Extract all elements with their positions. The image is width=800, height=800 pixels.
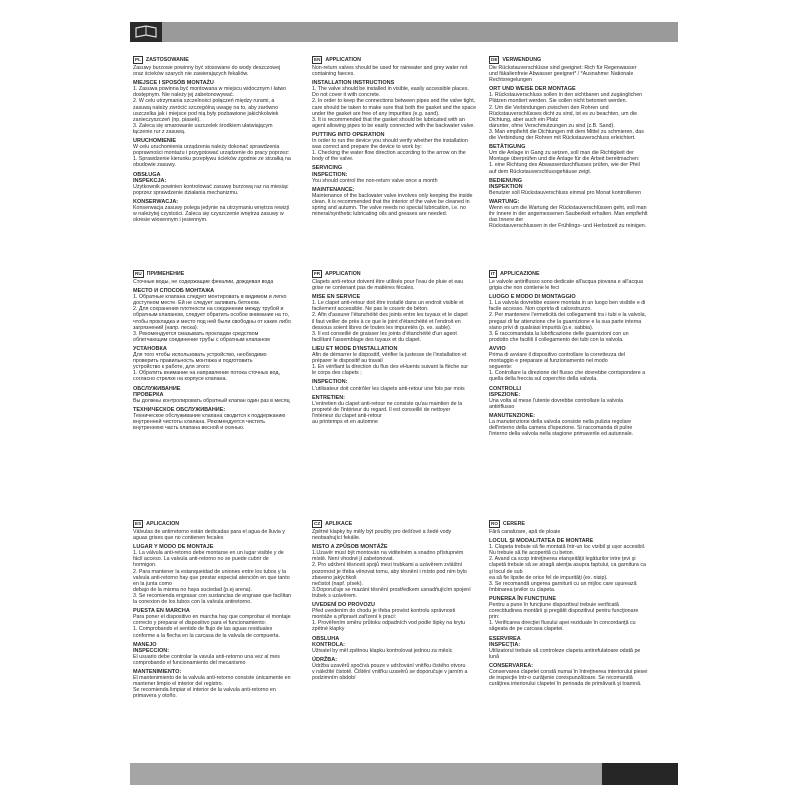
text-line: La manutenzione della valvola consiste nella pulizia regolare: [489, 418, 632, 425]
language-badge: PL: [135, 57, 141, 62]
text-line: containing faeces.: [312, 71, 355, 78]
text-line: 1. Controllare la direzione del flusso che dovrebbe corrispondere a: [489, 370, 646, 377]
text-line: l'interno della valvola nella stagione primaverile ed autunnale.: [489, 431, 634, 438]
subheading: CONSERVAREA:: [489, 662, 534, 669]
text-line: Údržba uzavěrů spočívá pouze v udržování vnitřku čistého otvoru: [312, 662, 466, 669]
text-line: Dichtung, aber auch ein Platz: [489, 116, 559, 123]
text-line: zpětné klapky: [312, 626, 345, 633]
section-header: [489, 270, 669, 278]
text-line: Для того чтобы использовать устройство, необходимо: [133, 352, 267, 359]
text-line: Техническое обслуживание клапана сводится к поддержанию: [133, 412, 286, 419]
text-line: Maintenance of the backwater valve involves only keeping the inside: [312, 192, 473, 199]
section-it: [489, 270, 669, 470]
text-line: El usuario debe controlar la vavula anti-retorno una vez al mes: [133, 653, 280, 660]
footer-dark-block: [602, 763, 678, 785]
section-pl: [133, 56, 293, 266]
text-line: 3. Il est conseillé de graisser les joints d'étanchéité d'un agent: [312, 330, 457, 337]
text-line: das Innere der: [489, 217, 524, 224]
text-line: Afin de démarrer le dispositif, vérifier la justesse de l'installation et: [312, 352, 467, 359]
subheading: УСТАНОВКА: [133, 345, 167, 352]
top-header-bar: [130, 22, 678, 42]
text-line: pozornost je třeba věnovat tomu, aby těsnění i místo pod ním bylo: [312, 568, 467, 575]
text-line: grigia che non contiene le feci: [489, 285, 560, 292]
text-line: согласно стрелке на корпусе клапана.: [133, 376, 227, 383]
text-line: săgeata de pe carcasa clapetei.: [489, 626, 564, 633]
text-line: Nu trebuie să fie acoperită cu beton.: [489, 550, 575, 557]
text-line: ea să fie lipsite de orice fel de impurităţi (ex. nisip).: [489, 574, 608, 581]
text-line: correcto y preparar el dispositivo para el funcionamiento:: [133, 620, 267, 627]
text-line: You should control the non-return valve once a month: [312, 177, 438, 184]
text-line: poprawności montażu i przygotować urządzenie do pracy poprzez:: [133, 150, 290, 157]
text-line: загрязнений (напр. песка).: [133, 324, 199, 331]
subheading: ISPEZIONE:: [489, 391, 521, 398]
subheading: WARTUNG:: [489, 198, 520, 205]
text-line: 1. Clapeta trebuie să fie montată într-un loc vizibil şi ușor accesibil.: [489, 544, 646, 551]
text-line: clapetă trebuie să se atragă atenţia asupra faptului, ca garnitura ca: [489, 562, 646, 569]
book-icon: [134, 25, 158, 39]
section-header: [133, 270, 303, 278]
text-line: Do not cover it with concrete.: [312, 92, 381, 99]
text-line: dell'interno della camera d'ispezione. Si raccomanda di pulire: [489, 425, 633, 432]
text-line: facile accesso. Non coprirla di calcestruzzo.: [489, 306, 592, 313]
text-line: care should be taken to make sure that both the gasket and the space: [312, 104, 477, 111]
text-line: Zpětné klapky by měly být použity pro dešťové a šedé vody: [312, 529, 452, 535]
text-line: antiriflusso: [489, 403, 515, 410]
text-line: 2. Avand ca scop intreţinerea etanşeităţii legăturilor intre ţevi şi: [489, 556, 636, 563]
text-line: внутреннюю часть клапана весной и осенью.: [133, 425, 245, 432]
subheading: MISE EN SERVICE: [312, 294, 361, 301]
text-line: und fäkalienfreie Abwasser geeignet* / *Ausnahme: Nationale: [489, 71, 634, 78]
text-line: mineral/synthetic lubricating oils and greases are needed.: [312, 211, 448, 218]
language-badge: DE: [491, 57, 498, 62]
subheading: KONSERWACJA:: [133, 198, 179, 205]
section-fr: [312, 270, 490, 470]
text-line: łączenie rur z zasuwą.: [133, 128, 186, 135]
subheading: PUESTA EN MARCHA: [133, 608, 190, 615]
text-line: Pentru a pune în funcţiune dispozitivul trebuie verificată: [489, 602, 619, 609]
section-header: [489, 520, 669, 528]
text-line: clean. It is recommended that the interior of the valve be cleaned in: [312, 198, 470, 205]
subheading: ÚDRŽBA:: [312, 656, 338, 663]
text-line: Użytkownik powinien kontrolować zasuwę burzową raz na miesiąc: [133, 183, 289, 190]
text-line: en la junta como: [133, 580, 172, 587]
text-line: curăţirea interiorului clapetei în perioada de primăvară şi toamnă.: [489, 681, 642, 688]
section-title: CERERE: [502, 520, 525, 527]
text-line: hormigon.: [133, 562, 157, 569]
section-title: ПРИМЕНЕНИЕ: [146, 270, 185, 277]
text-line: il faut veiller de près à ce que le joint d'étanchéité et l'endroit en: [312, 318, 461, 325]
text-line: 2. W celu utrzymania szczelności połączeń między rurami, a: [133, 98, 275, 105]
section-cz: [312, 520, 490, 750]
text-line: In order to run the device you should verify whether the installation: [312, 138, 468, 145]
subheading: MIEJSCE I SPOSÓB MONTAŻU: [133, 80, 214, 87]
text-line: Para poner el dispositivo en marcha hay que comprobar el montaje: [133, 614, 291, 621]
subheading: INSPECTION:: [312, 171, 348, 178]
text-line: au printemps et en automne: [312, 418, 378, 425]
text-line: prodotto che faciliti il collegamento dei tubi con la valvola.: [489, 336, 624, 343]
text-line: comprobando el funcionamiento del mecanismo: [133, 659, 246, 666]
subheading: LOCUL ŞI MODALITATEA DE MONTARE: [489, 538, 594, 545]
subheading: МЕСТО И СПОСОБ МОНТАЖА: [133, 288, 215, 295]
text-line: siano privi di qualsiasi impurità (p.e. sabbia).: [489, 324, 594, 331]
text-line: внутренней чистоты клапана. Рекомендуется чистить: [133, 418, 266, 425]
text-line: body of the valve.: [312, 156, 354, 163]
text-line: Zasuwy burzowe powinny być stosowane do wody deszczowej: [133, 65, 281, 71]
subheading: AVVIO: [489, 345, 506, 352]
subheading: INSPEKTION: [489, 183, 523, 190]
language-badge: RU: [135, 271, 142, 276]
text-line: grise ne contenant pas de matières fécales.: [312, 285, 415, 292]
section-ro: [489, 520, 669, 730]
section-header: [133, 520, 303, 528]
text-line: 2. In order to keep the connections between pipes and the valve tight,: [312, 98, 476, 105]
subheading: INSPEKCJA:: [133, 177, 167, 184]
section-header: [312, 520, 490, 528]
section-header: [133, 56, 293, 64]
text-line: Benutzer soll Rückstauverschluss einmal pro Monat kontrollieren: [489, 189, 641, 196]
text-line: oraz ścieków szarych nie zawierających fekaliów.: [133, 71, 249, 78]
subheading: OBSLUHA: [312, 635, 340, 642]
text-line: le corps des clapets ;: [312, 370, 362, 377]
subheading: URUCHOMIENIE: [133, 138, 177, 145]
subheading: KONTROLA:: [312, 641, 345, 648]
text-line: 1. Обратить внимание на направление потока сточных вод,: [133, 370, 280, 377]
text-line: Una volta al mese l'utente dovrebbe controllare la valvola: [489, 397, 624, 404]
text-line: dessous soient libres de toutes les impuretés (p. ex. sable).: [312, 324, 452, 331]
section-title: APPLICATION: [325, 56, 361, 63]
text-line: 1. Zasuwa powinna być montowana w miejscu widocznym i łatwo: [133, 86, 287, 93]
text-line: 2. Afin d'assurer l'étanchéité des joints entre les tuyaux et le clapet: [312, 312, 468, 319]
text-line: Utilizatorul trebuie să controleze clapeta antirefulatoare odată pe: [489, 647, 641, 654]
text-line: Se recomienda limpiar el interior de la valvula anti-retorno en: [133, 687, 276, 694]
text-line: 1. Le clapet anti-retour doit être installé dans un endroit visible et: [312, 300, 464, 307]
text-line: W celu uruchomienia urządzenia należy dokonać sprawdzenia: [133, 144, 280, 151]
text-line: 1. Sprawdzenie kierunku przepływu ścieków zgodnie ze strzałką na: [133, 156, 291, 163]
text-line: Rückstauverschlüsses dicht zu sind, ist es zu beachten, um die: [489, 110, 638, 117]
text-line: L'entretien du clapet anti-retour ne consiste qu'au maintien de la: [312, 400, 463, 407]
text-line: primavera y otoño.: [133, 693, 177, 700]
subheading: INSTALLATION INSTRUCTIONS: [312, 80, 395, 87]
subheading: UVEDENÍ DO PROVOZU: [312, 602, 375, 609]
text-line: was correct and prepare the device to work by:: [312, 144, 422, 151]
text-line: propreté de l'intérieur du regard. Il est conseillé de nettoyer: [312, 406, 451, 413]
text-line: Rechtsregelungen: [489, 77, 532, 84]
text-line: Konserwacja zasuwy polega jedynie na utrzymaniu wnętrza rewizji: [133, 204, 290, 211]
subheading: OBSŁUGA: [133, 171, 161, 178]
text-line: darunter, ohne Verschmutzungen zu sind (z.B. Sand).: [489, 122, 615, 129]
text-line: устройство к работе, для этого:: [133, 364, 211, 371]
text-line: podzimním období: [312, 675, 356, 682]
text-line: Rückstauverschlussen in der Frühlings- und Herbstzeit zu reinigen.: [489, 223, 647, 230]
text-line: Conservarea clapetei constă numai în întreţinerea interiorului piesei: [489, 668, 648, 675]
language-badge: RO: [491, 521, 498, 526]
text-line: Clapets anti-retour doivent être utilisés pour l'eau de pluie et eau: [312, 279, 464, 285]
text-line: El mantenimiento de la valvula anti-retorno consiste únicamente en: [133, 675, 291, 682]
subheading: ESERVIREA: [489, 635, 521, 642]
text-line: uszczelka jak i miejsce pod nią były pozbawione jakichkolwiek: [133, 110, 279, 117]
text-line: şi locul de sub: [489, 568, 523, 575]
text-line: die Verbindung der Rohren mit Rückstauverschluss erleichtert.: [489, 135, 636, 142]
text-line: l'intérieur du clapet anti-retour: [312, 412, 382, 419]
text-line: 2. Для сохранения плотности на соединении между трубой и: [133, 306, 284, 313]
text-line: auf dem Rückstauverschlussgehäuse zeigt.: [489, 168, 592, 175]
text-line: under the gasket are free of any impurities (e.g. sand).: [312, 110, 440, 117]
subheading: LUOGO E MODO DI MONTAGGIO: [489, 294, 576, 301]
text-line: 3. È raccomandata la lubrificazione delle guarnizioni con un: [489, 330, 629, 337]
subheading: ORT UND WEISE DER MONTAGE: [489, 86, 576, 93]
text-line: pregasi di far attenzione che la guarnizione e la sua parte interna: [489, 318, 642, 325]
text-line: zbaveno jakýchkoli: [312, 574, 357, 581]
text-line: ihr Innere in der angemessenen Sauberkeit erhalten. Man empfiehlt: [489, 211, 648, 218]
section-title: APLIKACE: [325, 520, 353, 527]
text-line: obudowie zasuwy.: [133, 162, 176, 169]
text-line: 1.Uzavěr musí být montován na viditelném a snadno přístupném: [312, 550, 464, 557]
text-line: préparer le dispositif au travail: [312, 358, 383, 365]
section-title: APLICACION: [146, 520, 180, 527]
text-line: trubek s uzávěrem.: [312, 592, 358, 599]
section-title: VERWENDUNG: [502, 56, 542, 63]
text-line: místě. Není vhodné jí zabetonovat.: [312, 556, 394, 563]
text-line: 1. Rückstauverschluss sollen in den sichtbaren und zugänglichen: [489, 92, 643, 99]
section-es: [133, 520, 303, 745]
text-line: dostępnym. Nie należy jej zabetonowywać.: [133, 92, 234, 99]
text-line: облегчающим соединение трубы с обратным клапаном: [133, 336, 270, 343]
subheading: ОБСЛУЖИВАНИЕ: [133, 385, 181, 392]
text-line: 3. Man empfiehlt die Dichtungen mit dem Mittel zu schmieren, das: [489, 128, 644, 135]
text-line: 1. Comprobando el sentido de flujo de las aguas residuales: [133, 626, 273, 633]
text-line: Před uvedením do chodu je třeba provést kontrolu správnosti: [312, 608, 456, 615]
subheading: INSPECTION:: [312, 379, 348, 386]
subheading: BEDIENUNG: [489, 177, 523, 184]
text-line: Сточные воды, не содержащие фекалии, дождевая вода: [133, 279, 274, 285]
text-line: Wenn es um die Wartung der Rückstauverschlüssen geht, soll man: [489, 204, 647, 211]
section-title: APPLICATION: [325, 270, 361, 277]
text-line: L'utilisateur doit contrôler les clapets anti-retour une fois par mois: [312, 385, 465, 392]
subheading: CONTROLLI: [489, 385, 522, 392]
subheading: LUGAR Y MODO DE MONTAJE: [133, 544, 214, 551]
text-line: 1. La válvula anti-retorno debe montarse en un lugar visible y de: [133, 550, 284, 557]
subheading: PUNEREA ÎN FUNCŢIUNE: [489, 595, 557, 602]
text-line: montáže a připravit zařízení k prací:: [312, 614, 397, 621]
text-line: Plätzen montiert werden. Sie sollen nicht betoniert werden.: [489, 98, 628, 105]
section-header: [312, 270, 490, 278]
text-line: 3. It is recommended that the gasket should be lubricated with an: [312, 116, 465, 123]
text-line: 1. Prověřením směru průtoku odpadních vod podle šipky na krytu: [312, 620, 466, 627]
text-line: Fără canalizare, apă de ploaie: [489, 529, 561, 535]
text-line: Die Rückstauverschlüsse sind geeignet: Rich für Regenwasser: [489, 65, 637, 71]
text-line: Válvulas de antirretorno están dedicadas para el agua de lluvia y: [133, 529, 285, 535]
text-line: okresie wiosennym i jesiennym.: [133, 217, 208, 224]
text-line: montaggio e preparare al funzionamento nel modo: [489, 358, 608, 365]
language-badge: CZ: [314, 521, 321, 526]
text-line: доступном месте. Ей не следует заливать бетоном.: [133, 300, 261, 307]
text-line: la conexion de los tubos con la valvula antiretorno.: [133, 599, 252, 606]
text-line: 2. Para mantener la estanqueidad de uniones entre los tubos y la: [133, 568, 287, 575]
text-line: fácil acceso. La valvula anti-retorno no se puede cubrir de: [133, 556, 269, 563]
language-badge: ES: [135, 521, 142, 526]
text-line: spring and autumn. The valve needs no special lubrication, i.e. no: [312, 204, 466, 211]
language-badge: EN: [314, 57, 321, 62]
text-line: nečistot (např. písek).: [312, 580, 363, 587]
section-title: ZASTOSOWANIE: [145, 56, 189, 63]
text-line: v náležité čistotě. Čištění vnitřku uzavěrů se doporučuje v jarním a: [312, 668, 468, 675]
text-line: 2. Um die Verbindungen zwischen den Rohren und: [489, 104, 609, 111]
language-badge: FR: [314, 271, 321, 276]
subheading: MAINTENANCE:: [312, 186, 355, 193]
text-line: 3. Se recomandă ungerea garniturii cu un mijloc care uşurează: [489, 580, 637, 587]
text-line: zanieczyszczeń (np. piasek).: [133, 116, 201, 123]
section-ru: [133, 270, 303, 455]
text-line: mantener limpio el interior del registro.: [133, 681, 224, 688]
text-line: îmbinarea ţevilor cu clapeta.: [489, 586, 556, 593]
subheading: BETÄTIGUNG: [489, 144, 526, 151]
text-line: lună: [489, 653, 500, 660]
text-line: Prima di avviare il dispositivo controllare la correttezza del: [489, 352, 626, 359]
subheading: ENTRETIEN:: [312, 394, 345, 401]
text-line: facilement accessible. Ne pas le couvrir de béton.: [312, 306, 429, 313]
text-line: Um die Anlage in Gang zu setzen, soll man die Richtigkeit der: [489, 150, 634, 157]
text-line: Montage überprüfen und die Anlage für die Arbeit bereitmachen:: [489, 156, 640, 163]
section-header: [312, 56, 490, 64]
text-line: 1. Обратные клапана следует монтировать в видимом и легко: [133, 294, 287, 301]
section-title: APPLICAZIONE: [500, 270, 540, 277]
text-line: 3. Zaleca się smarowanie uszczelek środkiem ułatwiającym: [133, 122, 273, 129]
bottom-footer-bar: [130, 763, 678, 785]
text-line: de inspecţie într-o curăţenie corespunzătoare. Se recomandă: [489, 675, 633, 682]
subheading: ТЕХНИЧЕСКОЕ ОБСЛУЖИВАНИЕ:: [133, 406, 226, 413]
text-line: проверить правильность монтажа и подготовить: [133, 358, 253, 365]
subheading: MISTO A ZPŮSOB MONTÁŽE: [312, 544, 388, 551]
language-badge: IT: [491, 271, 496, 276]
section-de: [489, 56, 669, 271]
text-line: 1. eine Richtung des Abwasserdurchflusses prüfen, wie der Pfeil: [489, 162, 640, 169]
text-line: 1. Verificarea direcţiei fluxului apei reziduale în concordanţă cu: [489, 620, 636, 627]
text-line: facilitant l'assemblage des tuyaux et du clapet.: [312, 336, 422, 343]
text-line: zasuwą należy zwrócić szczególną uwagę na to, aby zarówno: [133, 104, 279, 111]
text-line: neobsahující fekálie.: [312, 535, 361, 542]
text-line: quella della freccia sul coperchio della valvola.: [489, 376, 598, 383]
text-line: valvula anti-retorno hay que prestar especial atención en que tanto: [133, 574, 290, 581]
subheading: INSPECŢIA:: [489, 641, 521, 648]
text-line: Non-return valves should be used for rainwater and grey water not: [312, 65, 468, 71]
subheading: SERVICING: [312, 165, 343, 172]
text-line: Вы должны контролировать обратный клапан один раз в месяц: [133, 397, 290, 404]
section-en: [312, 56, 490, 266]
text-line: Le valvole antiriflusso sono dedicate all'acqua piovana e all'acqua: [489, 279, 643, 285]
subheading: LIEU ET MODE D'INSTALLATION: [312, 345, 398, 352]
text-line: aguas grises que no contienen fecales: [133, 535, 224, 542]
text-line: чтобы прокладка и место под ней были свободны от каких либо: [133, 318, 291, 325]
subheading: PUTTING INTO OPERATION: [312, 131, 385, 138]
subheading: MANEJO: [133, 641, 157, 648]
text-line: 2. Pro udržení těsnosti spojů mezi trubkami a uzávěrem zvláštní: [312, 562, 463, 569]
section-header: [489, 56, 669, 64]
subheading: ПРОВЕРКА: [133, 391, 164, 398]
text-line: Uživatel by měl zpětnou klapku kontrolovat jednou za měsíc: [312, 647, 453, 654]
text-line: 2. Per mantenere l'ermeticità dei collegamenti tra i tubi e la valvola,: [489, 312, 647, 319]
text-line: corectitudinea montării şi pregătit dispozitivul pentru funcţionare: [489, 608, 639, 615]
text-line: prin:: [489, 614, 500, 621]
text-line: 1. La valvola dovrebbe essere montata in un luogo ben visibile e di: [489, 300, 646, 307]
text-line: обратным клапаном, следует обратить особое внимание на то,: [133, 312, 290, 319]
subheading: MANUTENZIONE:: [489, 412, 536, 419]
text-line: w należytej czystości. Zaleca się czyszczenie wnętrza zasuwy w: [133, 211, 284, 218]
text-line: 1. The valve should be installed in visible, easily accessible places.: [312, 86, 469, 93]
text-line: seguente:: [489, 364, 513, 371]
text-line: debajo de la misma no haya suciedad (p.ej arena).: [133, 586, 252, 593]
text-line: 1. En vérifiant la direction du flux des eHuents suivant la flèche sur: [312, 364, 469, 371]
subheading: INSPECCION:: [133, 647, 170, 654]
text-line: 3.Doporučuje se mazání těsnění prostředkem usnadňujícím spojení: [312, 586, 471, 593]
text-line: 1. Checking the water flow direction according to the arrow on the: [312, 150, 466, 157]
text-line: 3. Se recomienda engrasar con sustancias de engrase que facilitan: [133, 592, 292, 599]
subheading: MANTENIMIENTO:: [133, 668, 182, 675]
text-line: poprzez sprawdzenie działania mechanizmu.: [133, 189, 239, 196]
text-line: agent allowing pipes to be easily connected with the backwater valve.: [312, 122, 475, 129]
text-line: conforme a la flecha en la carcasa de la valvula de compuerta.: [133, 632, 280, 639]
header-icon-block: [130, 22, 162, 42]
text-line: 3. Рекомендуется смазывать прокладки средством: [133, 330, 259, 337]
